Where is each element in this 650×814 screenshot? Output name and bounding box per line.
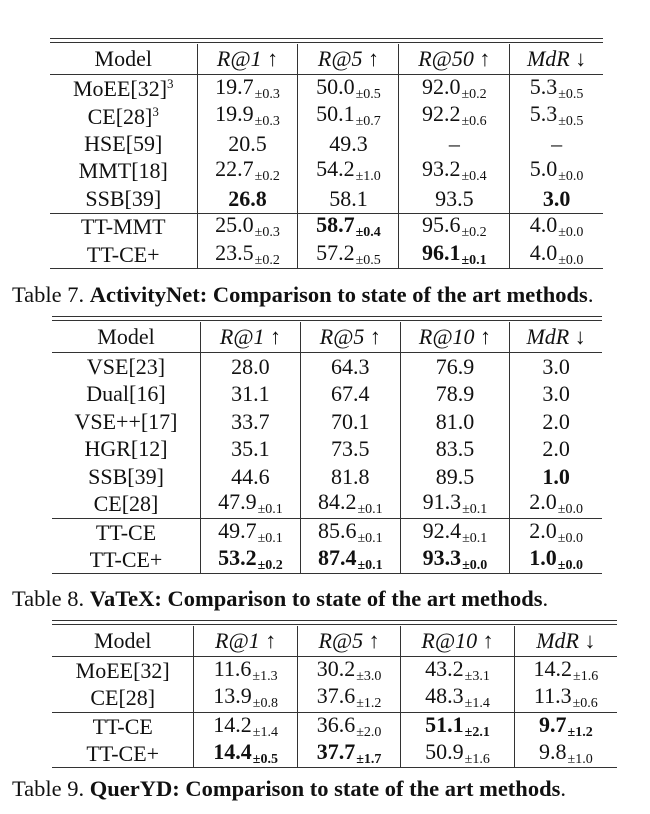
cell-std: ±0.0 <box>557 530 583 546</box>
column-header: MdR ↓ <box>514 626 617 657</box>
cell-std: ±1.4 <box>252 724 278 740</box>
cell-std: ±0.6 <box>572 696 598 712</box>
column-header: R@1 ↑ <box>194 626 297 657</box>
table-row <box>50 213 603 241</box>
cell-value: 51.1 <box>425 711 464 737</box>
cell-std: ±0.7 <box>355 114 381 130</box>
caption-end: . <box>542 586 549 611</box>
cell-std: ±1.0 <box>355 169 381 185</box>
cell-value: MoEE[32] <box>72 76 168 102</box>
table-7 <box>50 38 603 269</box>
cell-value: 93.2 <box>421 156 461 182</box>
cell-value: 22.7 <box>215 156 254 182</box>
cell-value: 37.6 <box>316 683 356 709</box>
table-row <box>52 408 602 436</box>
column-header: R@1 ↑ <box>201 322 301 353</box>
cell-value: 25.0 <box>215 212 254 238</box>
model-name-cell: MoEE[32] <box>75 657 170 683</box>
cell-std: ±0.4 <box>461 169 487 185</box>
metric-cell: 26.8 <box>197 185 298 213</box>
results-table <box>52 322 602 574</box>
metric-cell: 93.5 <box>399 185 510 213</box>
column-header: R@10 ↑ <box>401 626 514 657</box>
header-row <box>52 322 602 353</box>
metric-cell: – <box>510 130 603 158</box>
metric-cell <box>297 741 400 769</box>
cell-value: 85.6 <box>317 517 357 543</box>
cell-value: 14.2 <box>533 655 573 681</box>
caption-title: QuerYD: Comparison to state of the art methods <box>89 776 561 801</box>
metric-cell <box>401 713 514 741</box>
model-name-cell: TT-CE <box>52 713 194 741</box>
metric-cell <box>197 213 298 241</box>
model-name-cell <box>50 103 197 131</box>
cell-value: 4.0 <box>529 239 558 265</box>
table-row <box>52 353 602 381</box>
cell-value: 91.3 <box>422 489 462 515</box>
metric-cell <box>194 685 297 713</box>
cell-std: ±3.0 <box>356 668 382 684</box>
cell-std: ±1.3 <box>252 668 278 684</box>
table-row <box>52 713 617 741</box>
cell-std: ±0.6 <box>461 114 487 130</box>
cell-value: 50.9 <box>425 739 464 765</box>
metric-cell: 67.4 <box>300 381 400 409</box>
table-row <box>52 741 617 769</box>
cell-std: ±0.3 <box>254 114 280 130</box>
column-header: Model <box>52 626 194 657</box>
caption-prefix: Table 8. <box>12 586 85 611</box>
model-name-cell: HSE[59] <box>84 130 163 156</box>
table-bottom-rule <box>52 767 617 768</box>
table-top-rule-inner <box>50 42 603 43</box>
cell-value: 84.2 <box>317 489 357 515</box>
cell-std: ±0.5 <box>355 86 381 102</box>
metric-cell <box>400 491 510 519</box>
cell-std: ±0.0 <box>558 169 584 185</box>
cell-value: 9.8 <box>539 739 567 765</box>
cell-std: ±1.0 <box>567 752 593 768</box>
cell-value: CE[28] <box>87 103 153 129</box>
cell-std: ±0.3 <box>254 86 280 102</box>
metric-cell <box>201 519 301 547</box>
metric-cell: 20.5 <box>197 130 298 158</box>
metric-cell <box>510 241 603 269</box>
cell-value: 11.6 <box>213 655 252 681</box>
table-row <box>52 547 602 575</box>
header-row <box>50 44 603 75</box>
metric-cell: 78.9 <box>400 381 510 409</box>
metric-cell <box>297 685 400 713</box>
table-top-rule <box>50 38 603 39</box>
metric-cell <box>194 741 297 769</box>
metric-cell <box>510 213 603 241</box>
table-top-rule <box>52 620 617 621</box>
model-name-cell <box>50 75 197 103</box>
cell-std: ±1.6 <box>464 752 490 768</box>
table-row <box>50 103 603 131</box>
metric-cell: 89.5 <box>400 463 510 491</box>
cell-value: 92.2 <box>421 101 461 127</box>
caption-end: . <box>560 776 566 801</box>
cell-value: 92.4 <box>422 517 462 543</box>
metric-cell <box>298 158 399 186</box>
metric-cell <box>399 158 510 186</box>
metric-cell <box>510 547 602 575</box>
cell-std: ±0.1 <box>357 558 383 574</box>
metric-cell <box>298 75 399 103</box>
metric-cell <box>514 685 617 713</box>
table-9-caption <box>12 776 566 802</box>
cell-value: 48.3 <box>425 683 464 709</box>
caption-prefix: Table 7. <box>12 282 85 307</box>
cell-value: 47.9 <box>218 489 257 515</box>
metric-cell <box>197 241 298 269</box>
metric-cell: – <box>399 130 510 158</box>
table-row <box>52 491 602 519</box>
metric-cell <box>298 103 399 131</box>
caption-end: . <box>587 282 594 307</box>
metric-cell: 33.7 <box>201 408 301 436</box>
column-header: R@10 ↑ <box>400 322 510 353</box>
cell-std: ±0.3 <box>254 225 280 241</box>
metric-cell <box>298 241 399 269</box>
cell-value: 5.0 <box>529 156 558 182</box>
cell-value: 19.7 <box>215 73 254 99</box>
metric-cell <box>401 685 514 713</box>
metric-cell <box>399 241 510 269</box>
cell-std: ±0.5 <box>558 86 584 102</box>
metric-cell <box>400 547 510 575</box>
metric-cell: 28.0 <box>201 353 301 381</box>
cell-std: ±0.1 <box>461 252 487 268</box>
cell-value: 30.2 <box>316 655 356 681</box>
cell-std: ±0.2 <box>257 558 283 574</box>
caption-prefix: Table 9. <box>12 776 85 801</box>
cell-std: ±0.1 <box>257 530 283 546</box>
cell-value: 36.6 <box>316 711 356 737</box>
model-name-cell: CE[28] <box>93 491 159 517</box>
cell-value: 93.3 <box>422 545 462 571</box>
cell-value: 58.7 <box>316 212 355 238</box>
model-name-cell: SSB[39] <box>88 463 164 489</box>
cell-std: ±1.6 <box>573 668 599 684</box>
metric-cell: 35.1 <box>201 436 301 464</box>
cell-value: 87.4 <box>317 545 357 571</box>
cell-value: 14.2 <box>213 711 252 737</box>
table-top-rule <box>52 316 602 317</box>
column-header: R@1 ↑ <box>197 44 298 75</box>
cell-value: 92.0 <box>421 73 461 99</box>
cell-value: 57.2 <box>316 239 355 265</box>
metric-cell <box>197 103 298 131</box>
model-name-cell: VSE++[17] <box>74 408 178 434</box>
metric-cell: 70.1 <box>300 408 400 436</box>
cell-value: 50.1 <box>316 101 355 127</box>
cell-std: ±0.0 <box>557 502 583 518</box>
model-name-cell: Dual[16] <box>86 381 166 407</box>
model-name-cell: VSE[23] <box>86 353 166 379</box>
metric-cell <box>400 519 510 547</box>
results-table <box>52 626 617 768</box>
cell-value: 5.3 <box>529 73 558 99</box>
caption-title: ActivityNet: Comparison to state of the art methods <box>89 282 588 307</box>
table-row <box>52 685 617 713</box>
cell-std: ±0.1 <box>357 530 383 546</box>
cell-std: ±0.2 <box>254 252 280 268</box>
model-name-cell: TT-CE+ <box>89 547 163 573</box>
cell-value: 43.2 <box>425 655 464 681</box>
metric-cell: 31.1 <box>201 381 301 409</box>
cell-std: ±0.0 <box>557 558 583 574</box>
cell-value: 54.2 <box>316 156 355 182</box>
model-name-cell: TT-CE+ <box>86 741 160 767</box>
table-row <box>50 241 603 269</box>
model-name-cell: TT-CE <box>52 519 201 547</box>
metric-cell: 44.6 <box>201 463 301 491</box>
metric-cell <box>197 75 298 103</box>
metric-cell: 2.0 <box>510 436 602 464</box>
cell-std: ±0.0 <box>558 252 584 268</box>
column-header: R@50 ↑ <box>399 44 510 75</box>
metric-cell: 76.9 <box>400 353 510 381</box>
table-row <box>50 130 603 158</box>
metric-cell: 1.0 <box>510 463 602 491</box>
column-header: R@5 ↑ <box>297 626 400 657</box>
metric-cell: 3.0 <box>510 353 602 381</box>
cell-std: ±0.2 <box>254 169 280 185</box>
metric-cell <box>514 657 617 685</box>
results-table <box>50 44 603 269</box>
metric-cell <box>298 213 399 241</box>
metric-cell: 73.5 <box>300 436 400 464</box>
metric-cell <box>510 158 603 186</box>
header-row <box>52 626 617 657</box>
metric-cell: 58.1 <box>298 185 399 213</box>
table-bottom-rule <box>52 573 602 574</box>
metric-cell <box>201 547 301 575</box>
metric-cell <box>399 75 510 103</box>
metric-cell <box>510 75 603 103</box>
cell-std: ±0.8 <box>252 696 278 712</box>
table-row <box>50 185 603 213</box>
table-7-caption <box>12 282 593 308</box>
metric-cell <box>401 741 514 769</box>
metric-cell <box>300 491 400 519</box>
metric-cell: 3.0 <box>510 381 602 409</box>
table-8-caption <box>12 586 548 612</box>
column-header: MdR ↓ <box>510 322 602 353</box>
metric-cell: 3.0 <box>510 185 603 213</box>
metric-cell <box>510 103 603 131</box>
cell-value: 14.4 <box>213 739 252 765</box>
cell-std: ±1.7 <box>356 752 382 768</box>
cell-std: ±0.1 <box>257 502 283 518</box>
cell-value: 50.0 <box>316 73 355 99</box>
cell-std: ±1.2 <box>567 724 593 740</box>
table-row <box>50 75 603 103</box>
cell-std: ±0.1 <box>462 502 488 518</box>
model-name-cell: MMT[18] <box>78 158 168 184</box>
cell-std: ±0.0 <box>558 225 584 241</box>
metric-cell <box>194 713 297 741</box>
cell-value: 1.0 <box>529 545 557 571</box>
cell-value: 5.3 <box>529 101 558 127</box>
footnote-mark: 3 <box>152 103 159 119</box>
table-row <box>52 436 602 464</box>
cell-value: 23.5 <box>215 239 254 265</box>
metric-cell <box>297 713 400 741</box>
table-bottom-rule <box>50 268 603 269</box>
cell-value: 2.0 <box>529 517 557 543</box>
cell-value: 53.2 <box>218 545 257 571</box>
metric-cell <box>300 519 400 547</box>
cell-value: 95.6 <box>421 212 461 238</box>
metric-cell: 2.0 <box>510 408 602 436</box>
model-name-cell: TT-CE+ <box>86 241 160 267</box>
metric-cell: 81.8 <box>300 463 400 491</box>
cell-value: 4.0 <box>529 212 558 238</box>
metric-cell <box>510 519 602 547</box>
cell-std: ±2.0 <box>356 724 382 740</box>
metric-cell: 64.3 <box>300 353 400 381</box>
column-header: Model <box>52 322 201 353</box>
caption-title: VaTeX: Comparison to state of the art methods <box>89 586 543 611</box>
cell-value: 19.9 <box>215 101 254 127</box>
cell-value: 96.1 <box>421 239 461 265</box>
cell-std: ±0.5 <box>252 752 278 768</box>
model-name-cell: TT-MMT <box>50 213 197 241</box>
metric-cell: 49.3 <box>298 130 399 158</box>
metric-cell <box>399 213 510 241</box>
column-header: MdR ↓ <box>510 44 603 75</box>
table-8 <box>52 316 602 574</box>
cell-value: 11.3 <box>533 683 572 709</box>
column-header: Model <box>50 44 197 75</box>
cell-std: ±3.1 <box>464 668 490 684</box>
model-name-cell: CE[28] <box>90 685 156 711</box>
metric-cell <box>297 657 400 685</box>
cell-value: 9.7 <box>539 711 567 737</box>
model-name-cell: SSB[39] <box>85 185 162 211</box>
cell-std: ±0.5 <box>355 252 381 268</box>
metric-cell <box>300 547 400 575</box>
footnote-mark: 3 <box>167 76 174 92</box>
metric-cell: 83.5 <box>400 436 510 464</box>
table-row <box>52 463 602 491</box>
cell-value: 37.7 <box>316 739 356 765</box>
metric-cell <box>514 741 617 769</box>
table-top-rule-inner <box>52 320 602 321</box>
table-row <box>52 519 602 547</box>
metric-cell: 81.0 <box>400 408 510 436</box>
table-row <box>52 381 602 409</box>
metric-cell <box>514 713 617 741</box>
table-9 <box>52 620 617 768</box>
cell-value: 49.7 <box>218 517 257 543</box>
metric-cell <box>201 491 301 519</box>
cell-std: ±0.2 <box>461 86 487 102</box>
cell-std: ±2.1 <box>464 724 490 740</box>
metric-cell <box>197 158 298 186</box>
table-row <box>52 657 617 685</box>
cell-std: ±1.4 <box>464 696 490 712</box>
column-header: R@5 ↑ <box>298 44 399 75</box>
metric-cell <box>510 491 602 519</box>
cell-std: ±0.2 <box>461 225 487 241</box>
cell-std: ±0.1 <box>357 502 383 518</box>
cell-std: ±1.2 <box>356 696 382 712</box>
metric-cell <box>401 657 514 685</box>
cell-std: ±0.0 <box>462 558 488 574</box>
column-header: R@5 ↑ <box>300 322 400 353</box>
table-row <box>50 158 603 186</box>
table-top-rule-inner <box>52 624 617 625</box>
cell-std: ±0.1 <box>462 530 488 546</box>
metric-cell <box>194 657 297 685</box>
cell-value: 13.9 <box>213 683 252 709</box>
model-name-cell: HGR[12] <box>84 436 168 462</box>
cell-std: ±0.4 <box>355 225 381 241</box>
cell-value: 2.0 <box>529 489 557 515</box>
metric-cell <box>399 103 510 131</box>
cell-std: ±0.5 <box>558 114 584 130</box>
